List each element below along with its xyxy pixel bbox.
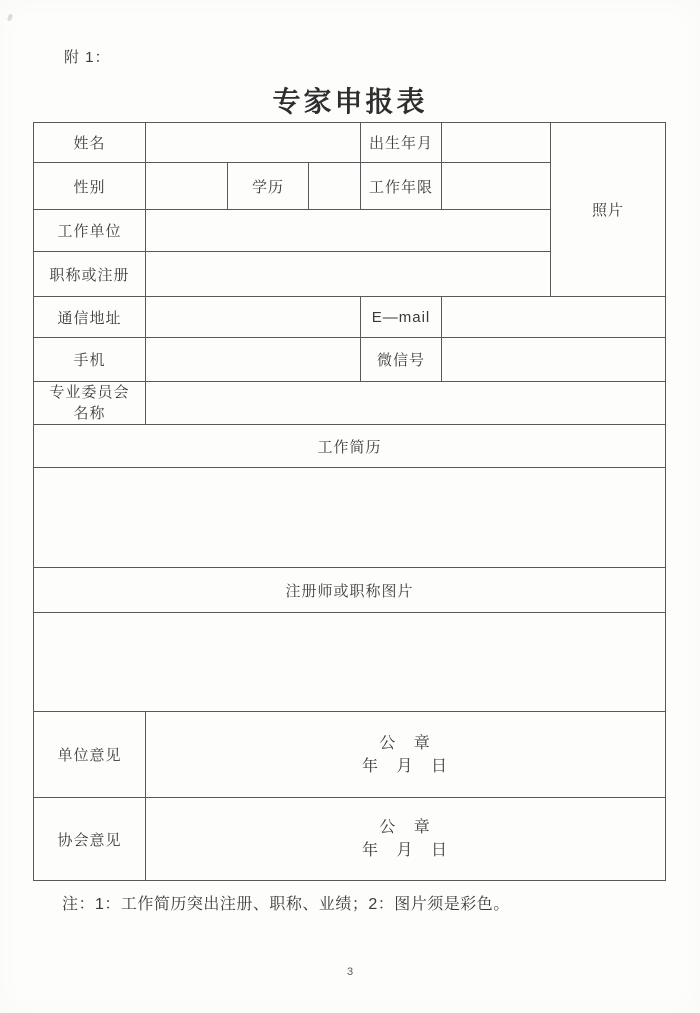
certificate-image-content-cell (34, 613, 666, 712)
row-mobile-wechat (34, 338, 666, 382)
row-certificate-image-header (34, 568, 666, 613)
association-date-label: 年 月 日 (362, 842, 449, 859)
page-number: 3 (346, 966, 354, 978)
birth-date-value-cell (442, 123, 551, 163)
title-or-registration-value-cell (146, 252, 551, 297)
wechat-value-cell (442, 338, 666, 382)
row-resume-body (34, 468, 666, 568)
row-committee-name (34, 382, 666, 425)
name-label: 姓名 (34, 123, 146, 163)
footnote: 注：1：工作简历突出注册、职称、业绩；2：图片须是彩色。 (62, 896, 510, 913)
committee-name-label-line2: 名称 (73, 405, 106, 422)
gender-label: 性别 (34, 163, 146, 210)
employer-value-cell (146, 210, 551, 252)
photo-cell: 照片 (551, 123, 666, 297)
committee-name-label-line1: 专业委员会 (49, 384, 130, 401)
page-title: 专家申报表 (272, 86, 428, 117)
mobile-label: 手机 (34, 338, 146, 382)
unit-seal-block (362, 732, 449, 778)
association-opinion-value-cell (146, 798, 666, 881)
education-value-cell (309, 163, 361, 210)
title-or-registration-label: 职称或注册 (34, 252, 146, 297)
scan-artifact (7, 14, 13, 22)
attachment-label: 附 1： (64, 49, 111, 66)
wechat-label: 微信号 (361, 338, 442, 382)
association-opinion-label: 协会意见 (34, 798, 146, 881)
name-value-cell (146, 123, 361, 163)
email-value-cell (442, 297, 666, 338)
association-official-seal-label: 公 章 (379, 819, 432, 836)
row-resume-header (34, 425, 666, 468)
expert-application-form-table (33, 122, 666, 881)
unit-opinion-label: 单位意见 (34, 712, 146, 798)
committee-name-label (34, 382, 146, 425)
unit-date-label: 年 月 日 (362, 757, 449, 775)
resume-content-cell (34, 468, 666, 568)
mailing-address-value-cell (146, 297, 361, 338)
certificate-image-section-header: 注册师或职称图片 (34, 568, 666, 613)
row-name-birth (34, 123, 666, 163)
employer-label: 工作单位 (34, 210, 146, 252)
unit-official-seal-label: 公 章 (379, 734, 432, 752)
row-certificate-image-body (34, 613, 666, 712)
gender-value-cell (146, 163, 228, 210)
birth-date-label: 出生年月 (361, 123, 442, 163)
row-association-opinion (34, 798, 666, 881)
work-years-label: 工作年限 (361, 163, 442, 210)
work-years-value-cell (442, 163, 551, 210)
mailing-address-label: 通信地址 (34, 297, 146, 338)
education-label: 学历 (228, 163, 309, 210)
unit-opinion-value-cell (146, 712, 666, 798)
association-seal-block (362, 816, 449, 862)
resume-section-header: 工作简历 (34, 425, 666, 468)
row-address-email (34, 297, 666, 338)
committee-name-value-cell (146, 382, 666, 425)
mobile-value-cell (146, 338, 361, 382)
row-unit-opinion (34, 712, 666, 798)
email-label: E—mail (361, 297, 442, 338)
